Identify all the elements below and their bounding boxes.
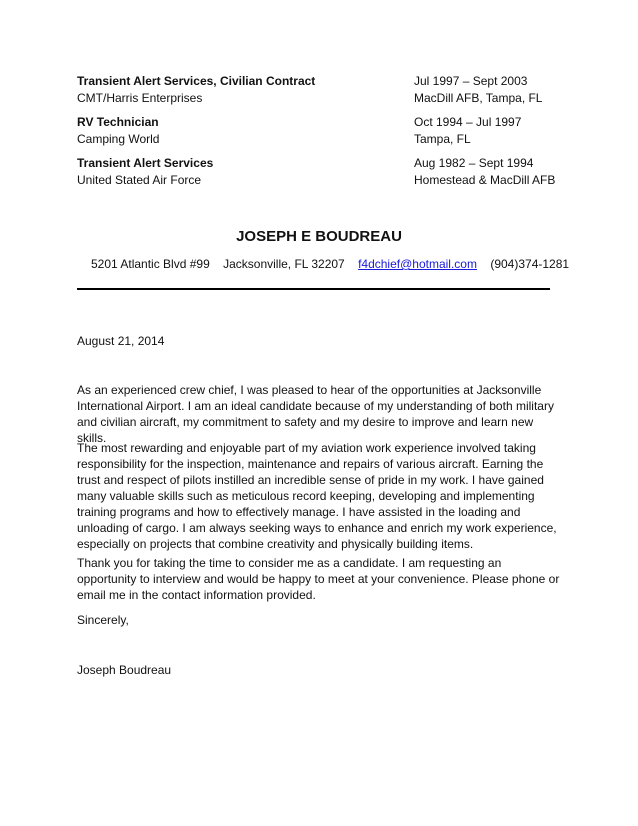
job-employer: United Stated Air Force bbox=[77, 173, 202, 187]
job-location: MacDill AFB, Tampa, FL bbox=[414, 91, 543, 105]
job-dates: Jul 1997 – Sept 2003 bbox=[414, 74, 528, 88]
email-link[interactable]: f4dchief@hotmail.com bbox=[358, 257, 477, 271]
paragraph-experience: The most rewarding and enjoyable part of my aviation work experience involved taking responsibility for the inspection, maintenance and repairs of various aircraft. Earning the trust and respect of pilots instilled an incredible sense of pride in my work. I have gained many valuable skills such as meticulous record keeping, developing and implementing training programs and how to effectively manage. I have assisted in the loading and unloading of cargo. I am always seeking ways to enhance and enrich my work experience, especially on projects that combine creativity and physically building items. bbox=[77, 441, 557, 551]
signature-name: Joseph Boudreau bbox=[77, 663, 172, 677]
contact-line bbox=[91, 256, 579, 272]
job-title: RV Technician bbox=[77, 115, 159, 129]
job-location: Homestead & MacDill AFB bbox=[414, 173, 556, 187]
letter-date: August 21, 2014 bbox=[77, 334, 165, 348]
job-location: Tampa, FL bbox=[414, 132, 471, 146]
paragraph-closing: Thank you for taking the time to consider me as a candidate. I am requesting an opportunity to interview and would be happy to meet at your convenience. Please phone or email me in the contact information provided. bbox=[77, 556, 560, 602]
address-text: 5201 Atlantic Blvd #99 bbox=[91, 257, 210, 271]
paragraph-intro: As an experienced crew chief, I was pleased to hear of the opportunities at Jacksonville International Airport. I am an ideal candidate because of my understanding of both military and civilian aircraft, my commitment to safety and my desire to improve and learn new skills. bbox=[77, 383, 554, 445]
job-title: Transient Alert Services bbox=[77, 156, 214, 170]
job-employer: CMT/Harris Enterprises bbox=[77, 91, 203, 105]
applicant-name: JOSEPH E BOUDREAU bbox=[236, 228, 402, 245]
header-divider bbox=[77, 288, 550, 290]
phone-text: (904)374-1281 bbox=[490, 257, 570, 271]
closing-salutation: Sincerely, bbox=[77, 613, 129, 627]
job-employer: Camping World bbox=[77, 132, 160, 146]
job-dates: Aug 1982 – Sept 1994 bbox=[414, 156, 534, 170]
job-dates: Oct 1994 – Jul 1997 bbox=[414, 115, 522, 129]
job-title: Transient Alert Services, Civilian Contract bbox=[77, 74, 316, 88]
city-text: Jacksonville, FL 32207 bbox=[223, 257, 345, 271]
